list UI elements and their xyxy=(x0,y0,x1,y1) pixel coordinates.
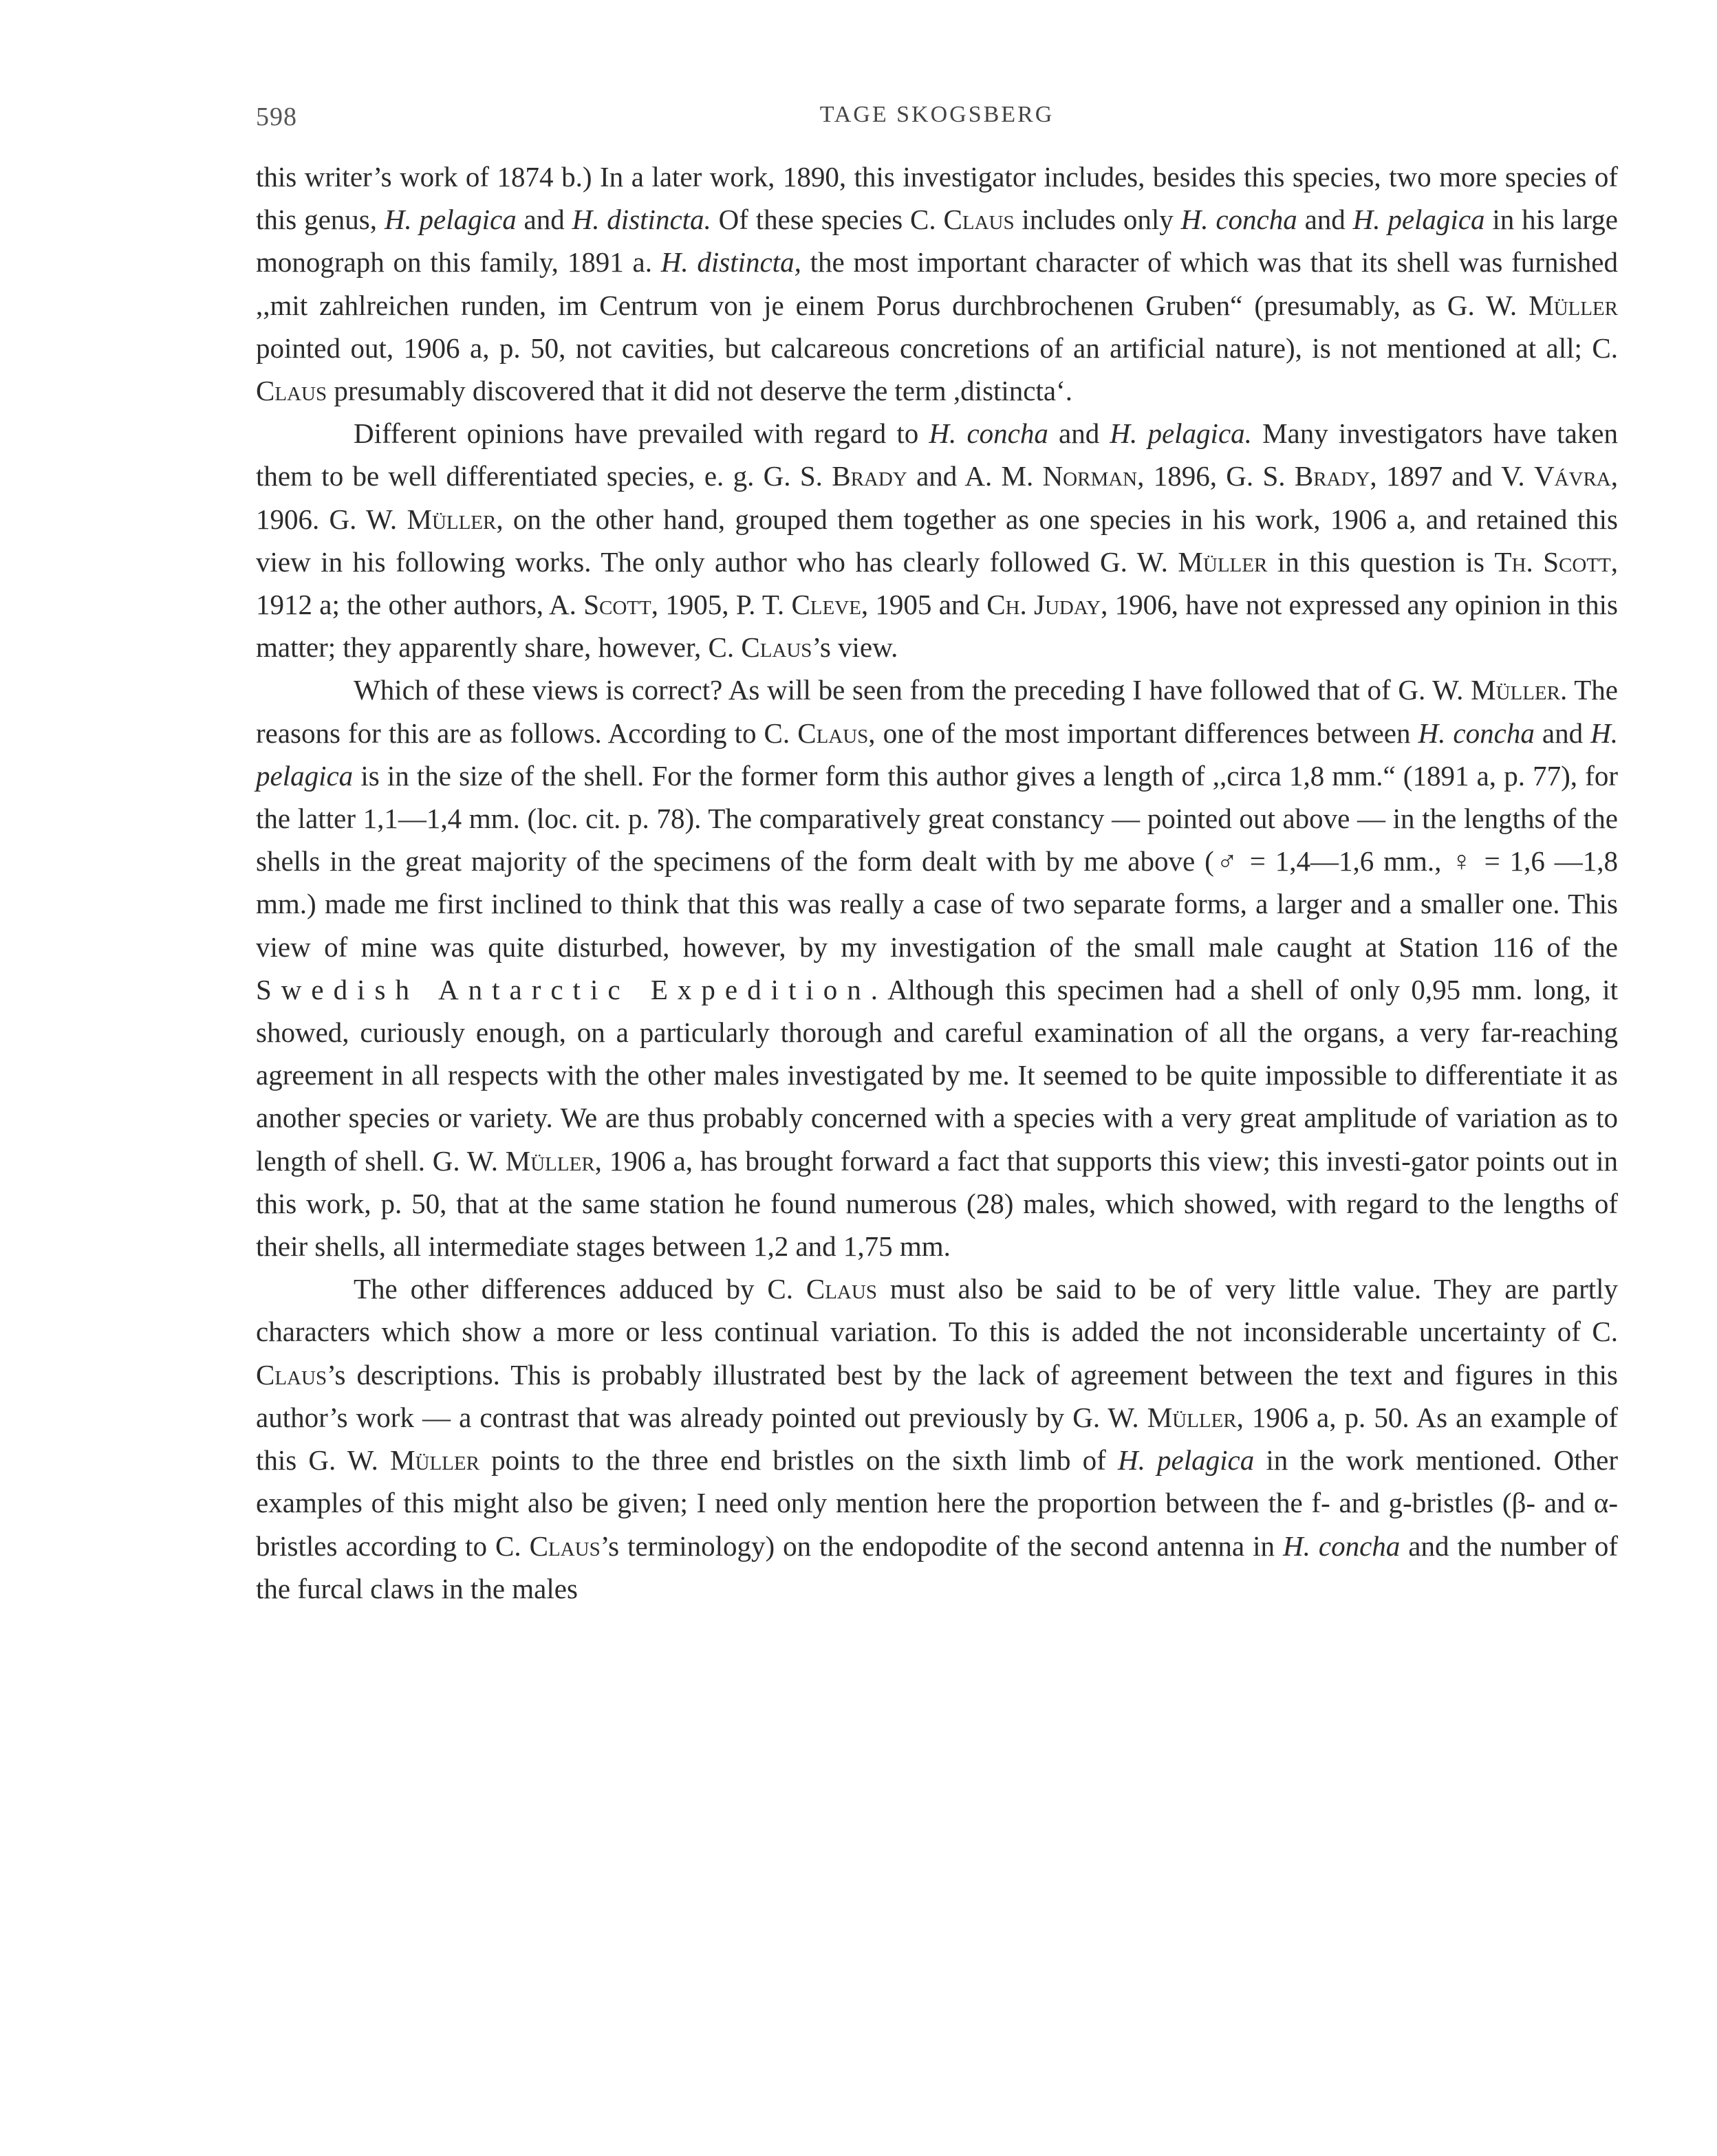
paragraph xyxy=(256,1267,1618,1610)
paragraph xyxy=(256,412,1618,668)
italic-species-name: H. pelagica xyxy=(256,717,1618,792)
author-name: Ch. Juday xyxy=(986,589,1101,621)
text-run: , 1905 and xyxy=(861,589,987,621)
author-name: Müller xyxy=(1529,289,1618,321)
text-run: Many investigators have taken them to be well differentiated species, e. g. G. S. xyxy=(256,417,1618,492)
spaced-emphasis: Swedish Antarctic Expedition xyxy=(256,973,871,1005)
author-name: Claus xyxy=(797,717,869,749)
italic-species-name: H. concha xyxy=(929,417,1048,450)
author-name: Claus xyxy=(256,375,327,407)
text-run: and the number of the furcal claws in the males xyxy=(256,1529,1619,1604)
author-name: Norman xyxy=(1042,460,1138,492)
text-run: must also be said to be of very little value. They are partly characters which show a more or less continual variation. To this is added the not inconsiderable uncertainty of C. xyxy=(256,1273,1619,1348)
text-run: ’s descriptions. This is probably illustrated best by the lack of agreement between the text and figures in this author’s work — a contrast that was already pointed out previously by G. W. xyxy=(256,1358,1618,1433)
author-name: Claus xyxy=(529,1529,601,1562)
italic-species-name: H. concha xyxy=(1418,717,1535,749)
text-run: , 1906 a, p. 50. As an example of this G. W. xyxy=(256,1401,1619,1477)
text-run: . The reasons for this are as follows. According to C. xyxy=(256,674,1618,749)
text-run: and xyxy=(1534,717,1591,749)
text-run: and xyxy=(516,204,572,236)
text-run: , on the other hand, grouped them together as one species in his work, 1906 a, and retained this view in his following works. The only author who has clearly followed G. W. xyxy=(256,503,1618,578)
text-run: and A. M. xyxy=(907,460,1043,492)
text-run: Different opinions have prevailed with regard to xyxy=(354,417,929,450)
author-name: Müller xyxy=(390,1444,479,1477)
italic-species-name: H. distincta, xyxy=(660,246,801,279)
author-name: Müller xyxy=(1147,1401,1237,1433)
text-run: , 1906, have not expressed any opinion in this matter; they apparently share, however, C. xyxy=(256,589,1618,664)
text-run: the most important character of which was that its shell was furnished ,,mit zahlreichen runden, im Centrum von je einem Porus durchbrochenen Gruben“ (presumably, as G. W. xyxy=(256,246,1618,321)
page-header xyxy=(256,102,1618,136)
text-run: is in the size of the shell. For the former form this author gives a length of ,,circa 1,8 mm.“ (1891 a, p. 77), for the latter 1,1—1,4 mm. (loc. cit. p. 78). The comparatively great constancy — pointed out above — in the lengths of the shells in the great majority of the specimens of the form dealt with by me above (♂ = 1,4—1,6 mm., ♀ = 1,6 —1,8 mm.) made me first inclined to think that this was really a case of two separate forms, a larger and a smaller one. This view of mine was quite disturbed, however, by my investigation of the small male caught at Station 116 of the xyxy=(256,759,1618,963)
running-head: TAGE SKOGSBERG xyxy=(819,102,1055,127)
text-run: and xyxy=(1048,417,1110,450)
author-name: Scott xyxy=(583,589,651,621)
text-run: , 1896, G. S. xyxy=(1137,460,1295,492)
author-name: Müller xyxy=(505,1144,595,1177)
text-run: , one of the most important differences between xyxy=(868,717,1418,749)
text-run: , 1906 a, has brought forward a fact that supports this view; this investi-gator points out in this work, p. 50, that at the same station he found numerous (28) males, which showed, with regard to the lengths of their shells, all intermediate stages between 1,2 and 1,75 mm. xyxy=(256,1144,1618,1263)
text-run: , 1906. G. W. xyxy=(256,460,1618,535)
author-name: Th. Scott xyxy=(1494,545,1611,578)
paragraph xyxy=(256,668,1618,1267)
author-name: Müller xyxy=(1471,674,1560,706)
text-run: , 1897 and V. xyxy=(1370,460,1534,492)
italic-species-name: H. distincta. xyxy=(572,204,711,236)
text-run: ’s terminology) on the endopodite of the second antenna in xyxy=(600,1529,1283,1562)
text-run: , 1905, P. T. xyxy=(651,589,792,621)
italic-species-name: H. concha xyxy=(1283,1529,1401,1562)
text-run: in the work mentioned. Other examples of this might also be given; I need only mention here the proportion between the f- and g-bristles (β- and α-bristles according to C. xyxy=(256,1444,1618,1562)
text-run: pointed out, 1906 a, p. 50, not cavities, but calcareous concretions of an artificial nature), is not mentioned at all; C. xyxy=(256,331,1618,364)
italic-species-name: H. pelagica xyxy=(1117,1444,1255,1477)
text-run: in his large monograph on this family, 1891 a. xyxy=(256,204,1618,279)
text-run: includes only xyxy=(1014,204,1181,236)
author-name: Claus xyxy=(943,204,1015,236)
text-run: ’s view. xyxy=(812,631,898,664)
author-name: Claus xyxy=(741,631,812,664)
text-run: The other differences adduced by C. xyxy=(354,1273,806,1305)
author-name: Brady xyxy=(832,460,907,492)
author-name: Cleve xyxy=(791,589,861,621)
italic-species-name: H. pelagica xyxy=(384,204,517,236)
text-run: Of these species C. xyxy=(711,204,944,236)
author-name: Claus xyxy=(806,1273,877,1305)
author-name: Müller xyxy=(407,503,497,535)
page-number: 598 xyxy=(256,102,297,131)
author-name: Claus xyxy=(256,1358,327,1391)
author-name: Müller xyxy=(1178,545,1268,578)
text-run: Which of these views is correct? As will be seen from the preceding I have followed that of G. W. xyxy=(354,674,1471,706)
text-run: and xyxy=(1297,204,1353,236)
author-name: Brady xyxy=(1294,460,1370,492)
author-name: Vávra xyxy=(1533,460,1611,492)
text-run: points to the three end bristles on the sixth limb of xyxy=(479,1444,1118,1477)
text-run: this writer’s work of 1874 b.) In a later work, 1890, this investigator includes, besides this species, two more species of this genus, xyxy=(256,161,1618,236)
text-run: , 1912 a; the other authors, A. xyxy=(256,545,1618,621)
paragraph xyxy=(256,155,1618,412)
italic-species-name: H. pelagica xyxy=(1352,204,1485,236)
italic-species-name: H. pelagica. xyxy=(1110,417,1252,450)
text-run: presumably discovered that it did not deserve the term ,distincta‘. xyxy=(327,375,1072,407)
italic-species-name: H. concha xyxy=(1180,204,1297,236)
body-text xyxy=(256,155,1618,1610)
text-run: . Although this specimen had a shell of only 0,95 mm. long, it showed, curiously enough, on a particularly thorough and careful examination of all the organs, a very far-reaching agreement in all respects with the other males investigated by me. It seemed to be quite impossible to differentiate it as another species or variety. We are thus probably concerned with a species with a very great amplitude of variation as to length of shell. G. W. xyxy=(256,973,1619,1177)
text-run: in this question is xyxy=(1267,545,1495,578)
